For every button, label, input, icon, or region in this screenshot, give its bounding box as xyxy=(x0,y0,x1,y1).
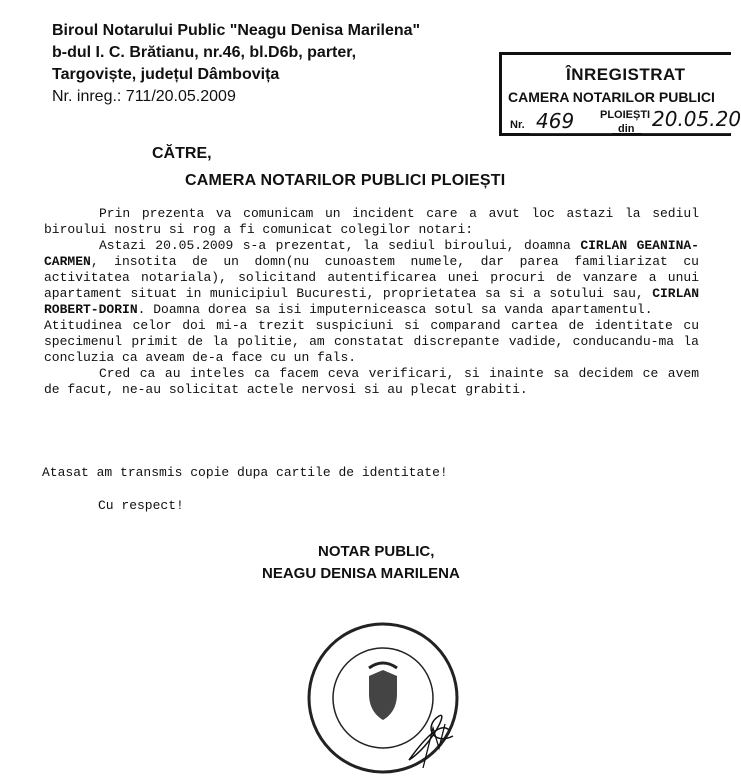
paragraph-3: Atitudinea celor doi mi-a trezit suspiciuni si comparand cartea de identitate cu specimenul primit de la politie, am constatat discrepante vadide, conducandu-ma la concluzia ca aveam de-a face cu un fals. xyxy=(44,318,699,365)
office-city: Targoviște, județul Dâmbovița xyxy=(52,66,280,83)
person-name-1: CIRLAN GEANINA-CARMEN xyxy=(44,238,699,269)
p2-text-a: Astazi 20.05.2009 s-a prezentat, la sediul biroului, doamna xyxy=(99,238,581,253)
letterhead xyxy=(52,20,420,108)
letter-body xyxy=(44,206,699,398)
stamp-title: ÎNREGISTRAT xyxy=(566,65,686,84)
p2-text-c: . Doamna dorea sa isi imputerniceasca sotul sa vanda apartamentul. xyxy=(137,302,653,317)
recipient-name: CAMERA NOTARILOR PUBLICI PLOIEȘTI xyxy=(185,172,506,189)
office-name: Biroul Notarului Public "Neagu Denisa Marilena" xyxy=(52,22,421,39)
office-address: b-dul I. C. Brătianu, nr.46, bl.D6b, parter, xyxy=(52,44,357,61)
p2-text-b: , insotita de un domn(nu cunoastem numele, dar parea familiarizat cu activitatea notariala), solicitand autentificarea unei procuri de vanzare a unui apartament situat in municipiul Bucuresti, proprietatea sa si a sotului sau, xyxy=(44,254,699,301)
registration-stamp xyxy=(499,52,741,136)
stamp-city: PLOIEȘTI xyxy=(600,109,651,121)
registration-number: Nr. inreg.: 711/20.05.2009 xyxy=(52,88,236,105)
stamp-date-underline xyxy=(642,133,730,134)
recipient-label: CĂTRE, xyxy=(152,145,212,162)
stamp-date-label: din xyxy=(618,123,635,135)
signature-name: NEAGU DENISA MARILENA xyxy=(262,565,460,582)
stamp-org: CAMERA NOTARILOR PUBLICI xyxy=(508,89,715,105)
paragraph-1: Prin prezenta va comunicam un incident care a avut loc astazi la sediul biroului nostru si rog a fi comunicat colegilor notari: xyxy=(44,206,699,237)
closing: Cu respect! xyxy=(98,498,184,513)
signature-title: NOTAR PUBLIC, xyxy=(318,543,435,560)
attachment-note: Atasat am transmis copie dupa cartile de identitate! xyxy=(42,465,448,480)
person-name-2: CIRLAN ROBERT-DORIN xyxy=(44,286,699,317)
paragraph-2 xyxy=(44,238,699,318)
notary-seal-icon xyxy=(303,618,463,778)
stamp-nr-value: 469 xyxy=(536,109,575,133)
paragraph-4: Cred ca au inteles ca facem ceva verificari, si inainte sa decidem ce avem de facut, ne-au solicitat actele nervosi si au plecat grabiti. xyxy=(44,366,699,397)
stamp-nr-underline xyxy=(530,133,612,134)
stamp-date-value: 20.05.20 xyxy=(652,107,741,131)
stamp-nr-label: Nr. xyxy=(510,119,525,131)
